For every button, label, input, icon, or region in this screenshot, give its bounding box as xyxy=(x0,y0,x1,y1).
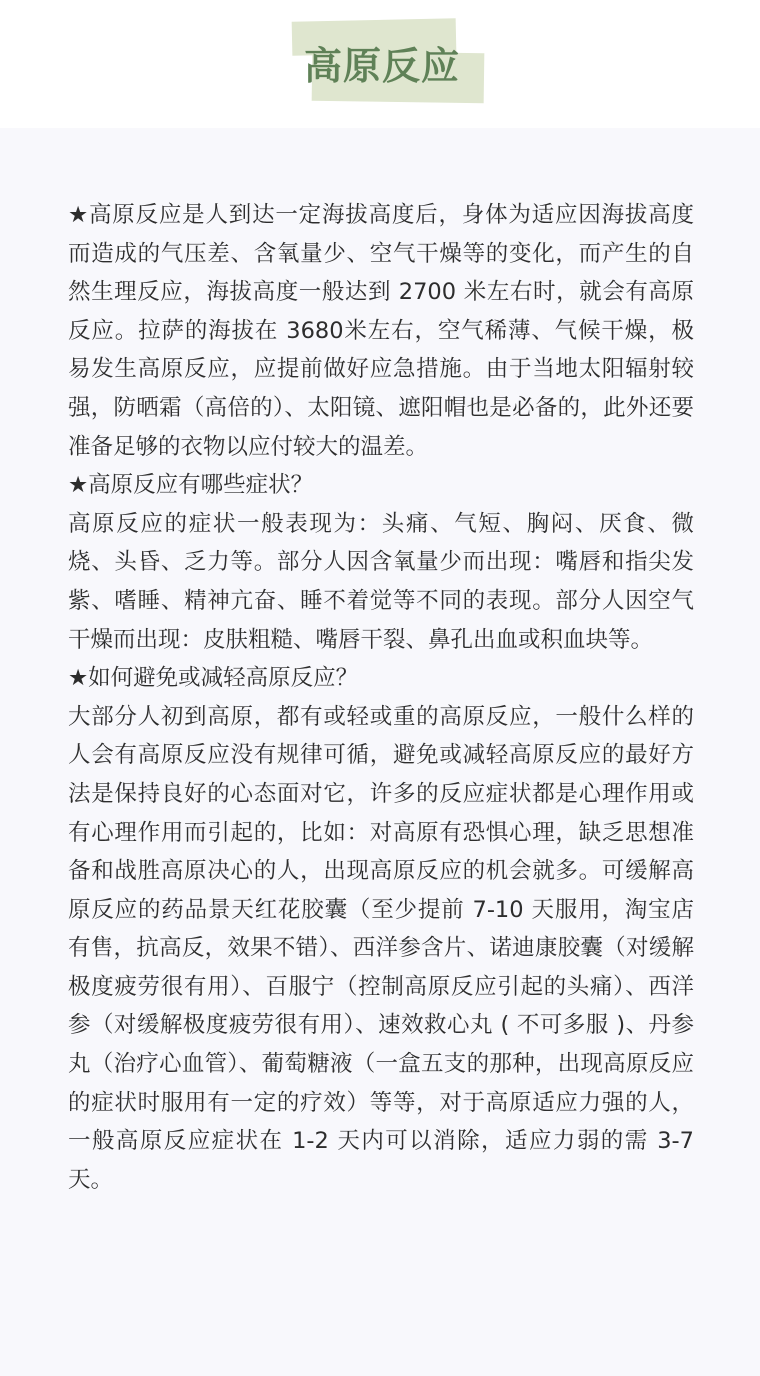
intro-paragraph: ★高原反应是人到达一定海拔高度后，身体为适应因海拔高度而造成的气压差、含氧量少、空气干燥等的变化，而产生的自然生理反应，海拔高度一般达到 2700 米左右时，就会有高原反应。拉萨的海拔在 3680米左右，空气稀薄、气候干燥，极易发生高原反应，应提前做好应急措施。由于当地太阳辐射较强，防晒霜（高倍的）、太阳镜、遮阳帽也是必备的，此外还要准备足够的衣物以应付较大的温差。 xyxy=(68,202,694,460)
article-body xyxy=(68,196,694,1199)
prevention-paragraph: 大部分人初到高原，都有或轻或重的高原反应，一般什么样的人会有高原反应没有规律可循，避免或减轻高原反应的最好方法是保持良好的心态面对它，许多的反应症状都是心理作用或有心理作用而引起的，比如：对高原有恐惧心理，缺乏思想准备和战胜高原决心的人，出现高原反应的机会就多。可缓解高原反应的药品景天红花胶囊（至少提前 7-10 天服用，淘宝店有售，抗高反，效果不错）、西洋参含片、诺迪康胶囊（对缓解极度疲劳很有用）、百服宁（控制高原反应引起的头痛）、西洋参（对缓解极度疲劳很有用）、速效救心丸 ( 不可多服 )、丹参丸（治疗心血管）、葡萄糖液（一盒五支的那种，出现高原反应的症状时服用有一定的疗效）等等，对于高原适应力强的人，一般高原反应症状在 1-2 天内可以消除，适应力弱的需 3-7 天。 xyxy=(68,703,694,1193)
section-heading-symptoms: ★高原反应有哪些症状？ xyxy=(68,472,314,499)
symptoms-paragraph: 高原反应的症状一般表现为：头痛、气短、胸闷、厌食、微烧、头昏、乏力等。部分人因含氧量少而出现：嘴唇和指尖发紫、嗜睡、精神亢奋、睡不着觉等不同的表现。部分人因空气干燥而出现：皮肤粗糙、嘴唇干裂、鼻孔出血或积血块等。 xyxy=(68,510,694,653)
section-heading-prevention: ★如何避免或减轻高原反应？ xyxy=(68,665,359,692)
header xyxy=(0,0,760,128)
title-block xyxy=(290,18,490,108)
page-title: 高原反应 xyxy=(303,44,460,88)
